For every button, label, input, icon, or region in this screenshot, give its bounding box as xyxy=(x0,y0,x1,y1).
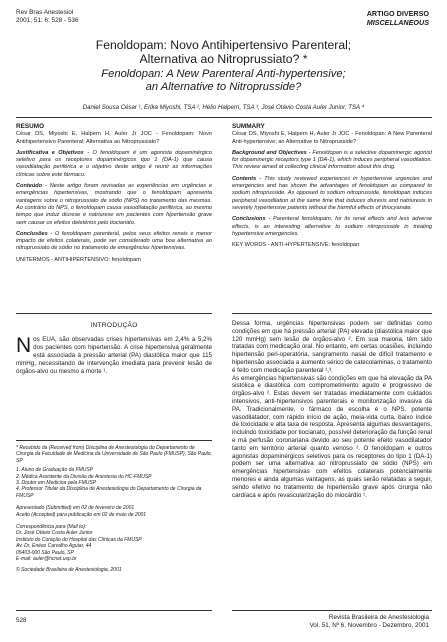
summary-conclusions xyxy=(232,216,432,238)
summary-block xyxy=(232,123,432,253)
intro-heading: INTRODUÇÃO xyxy=(90,322,138,329)
footer-divider-left xyxy=(16,610,212,611)
title-divider xyxy=(16,117,432,118)
summary-background-label: Background and Objectives xyxy=(232,149,307,156)
article-type: ARTIGO DIVERSO xyxy=(366,9,429,18)
note-received: * Recebido da (Received from) Disciplina de Anestesiologia do Departamento de Cirurgia da Faculdade de Medicina da Universidade de São Paulo (FMUSP), São Paulo, SP xyxy=(16,445,212,464)
summary-heading: SUMMARY xyxy=(232,123,265,130)
summary-keywords: KEY WORDS - ANTI-HYPERTENSIVE: fenoldopan xyxy=(232,242,360,249)
title-pt-line1: Fenoldopam: Novo Antihipertensivo Parenteral; xyxy=(95,38,352,52)
correspondence-label: Correspondência para (Mail to): xyxy=(16,524,87,531)
footnotes xyxy=(16,445,212,576)
resumo-justificativa xyxy=(16,150,212,179)
resumo-conteudo-label: Conteúdo xyxy=(16,183,43,190)
title-en-line2: an Alternative to Nitroprusside? xyxy=(145,81,302,93)
section-name: MISCELLANEOUS xyxy=(366,17,429,27)
submission-info xyxy=(16,505,212,518)
accepted-date: Aceito (Accepted) para publicação em 02 de maio de 2001 xyxy=(16,511,147,518)
footer-journal xyxy=(309,614,429,630)
journal-citation: 2001; 51: 6: 528 - 536 xyxy=(16,17,79,24)
resumo-conclusoes xyxy=(16,231,212,253)
intro-paragraph xyxy=(16,336,212,376)
footer-journal-name: Revista Brasileira de Anestesiologia xyxy=(328,614,429,621)
submitted-date: Apresentado (Submitted) em 02 de fevereiro de 2001 xyxy=(16,505,135,512)
journal-name: Rev Bras Anestesiol xyxy=(16,9,74,16)
resumo-block xyxy=(16,123,212,268)
correspondence-city: 05403-000 São Paulo, SP xyxy=(16,549,74,556)
title-en-line1: Fenoldopan: A New Parenteral Anti-hypertensive; xyxy=(101,68,346,80)
resumo-citation: César DS, Miyoshi E, Halpern H, Auler Jr JOC - Fenoldopam: Novo Antihipertensivo Parenteral; Alternativa ao Nitroprussiato? xyxy=(16,131,212,145)
page-number: 528 xyxy=(16,617,27,624)
intro-text: os EUA, são observadas crises hipertensivas em 2,4% a 5,2% dos pacientes com hipertensão. A crise hipertensiva geralmente está associada à pressão arterial (PA) diastólica maior que 115 mmHg, necessitando de intervenção imediata para prevenir lesão de órgãos-alvo ou mesmo a morte ¹. xyxy=(16,336,212,375)
affiliation-3: 3. Doutor em Medicina pela FMUSP xyxy=(16,480,97,487)
correspondence-email[interactable]: E-mail: auler@hcnet.usp.br xyxy=(16,556,77,563)
resumo-justificativa-label: Justificativa e Objetivos xyxy=(16,149,84,156)
title-pt-line2: Alternativa ao Nitroprussiato? * xyxy=(139,52,308,66)
summary-background xyxy=(232,150,432,172)
correspondence xyxy=(16,524,212,562)
footer-divider-right xyxy=(232,610,432,611)
affiliation-2: 2. Médica Assistente da Divisão de Anestesia do HC-FMUSP xyxy=(16,473,152,480)
footer-volume-issue: Vol. 51, Nº 6, Novembro - Dezembro, 2001 xyxy=(309,622,429,629)
correspondence-institution: Instituto do Coração do Hospital das Clínicas da FMUSP xyxy=(16,536,142,543)
intro-dropcap: N xyxy=(16,334,32,357)
summary-contents-text: - This study reviewed experiences in hypertensive urgencies and emergencies and has shown the advantages of fenoldopam as compared to sodium nitroprusside. As opposed to sodium nitroprusside, fenoldopan induces peripheral vasodilation at the same time that induces diuresis and natriuresis in severely hypertensive patients without the harmful effects of thiocyanate. xyxy=(232,175,432,211)
resumo-conteudo xyxy=(16,183,212,227)
correspondence-address: Av. Dr. Enéas Carvalho Aguiar, 44 xyxy=(16,543,92,550)
resumo-conclusoes-label: Conclusões xyxy=(16,230,48,237)
body-paragraph-2: As emergências hipertensivas são condições em que há elevação da PA sistólica e diastólica com comprometimento agudo e progressivo de órgãos-alvo ². Estas devem ser tratadas imediatamente com cuidados intensivos, anti-hipertensivos parenterais e monitorização invasiva da PA. Tradicionalmente, o fármaco de escolha é o NPS, potente vasodilatador, com rápido início de ação, meia-vida curta, baixo índice de toxicidade e alta taxa de resposta. Apresenta algumas desvantagens, incluindo toxicidade por tiocianato, possível deterioração da função renal e má perfusão coronariana devido ao seu potente efeito vasodilatador tanto em território arterial quanto venoso ². O fenoldopam e outros agonistas dopaminérgicos seletivos para os receptores do tipo 1 (DA-1) podem ser uma alternativa ao nitroprussiato de sódio (NPS) em emergências hipertensivas com efeitos colaterais potencialmente menores e ainda algumas vantagens, as quais serão relatadas a seguir, sendo efetivo no tratamento de hipertensão grave após cirurgia não cardíaca e após revascularização do miocárdio ¹. xyxy=(232,374,432,499)
affiliation-1: 1. Aluno de Graduação da FMUSP xyxy=(16,467,94,474)
footnote-divider xyxy=(16,440,212,441)
resumo-keywords: UNITERMOS - ANTIHIPERTENSIVO: fenoldopam xyxy=(16,256,141,263)
affiliation-4: 4. Professor Titular da Disciplina de Anestesiologia do Departamento de Cirurgia da FMUSP xyxy=(16,486,202,499)
abstract-divider-right xyxy=(232,313,432,314)
summary-conclusions-text: - Parenteral fenoldopam, for its renal effects and less adverse effects, is an interesting alternative to sodium nitroprusside in treating hypertensive emergencies. xyxy=(232,216,432,237)
resumo-conclusoes-text: - O fenoldopam parenteral, pelos seus efeitos renais e menor impacto de efeitos colaterais, pode ser considerado uma boa alternativa ao nitroprussiato de sódio no tratamento de emergências hipertensivas. xyxy=(16,230,212,252)
copyright: © Sociedade Brasileira de Anestesiologia, 2001 xyxy=(16,566,122,573)
section-header xyxy=(367,10,429,27)
summary-citation: César DS, Miyoshi E, Halpern H, Auler Jr JOC - Fenoldopan: A New Parenteral Anti-hypertensive; an Alternative to Nitroprusside? xyxy=(232,131,432,145)
resumo-justificativa-text: - O fenoldopam é um agonista dopaminérgico seletivo para os receptores dopaminérgicos tipo 1 (DA-1) que causa vasodilatação periférica e o objetivo deste artigo é reunir as informações clínicas sobre este fármaco. xyxy=(16,149,212,178)
article-title xyxy=(16,38,431,94)
summary-conclusions-label: Conclusions xyxy=(232,216,266,223)
body-text-right xyxy=(232,320,432,499)
summary-contents-label: Contents xyxy=(232,175,257,182)
resumo-heading: RESUMO xyxy=(16,123,45,130)
journal-header xyxy=(16,9,79,25)
summary-contents xyxy=(232,176,432,212)
author-list: Daniel Sousa César ¹, Erika Miyoshi, TSA ², Hélio Halpern, TSA ³, José Otávio Costa Auler Junior, TSA ⁴ xyxy=(82,104,365,111)
resumo-conteudo-text: - Neste artigo foram revisadas as experiências em urgências e emergências hipertensivas, mostrando que o fenoldopam apresenta vantagens sobre o nitroprussiato de sódio (NPS) no tratamento das mesmas. Ao contrário do NPS, o fenoldopam causa vasodilatação periférica, ao mesmo tempo que induz diurese e natriurese em pacientes com hipertensão grave sem causar os efeitos deletérios pelo tiocianato. xyxy=(16,183,212,226)
correspondence-name: Dr. José Otávio Costa Auler Junior xyxy=(16,530,93,537)
body-paragraph-1: Dessa forma, urgências hipertensivas podem ser definidas como condições em que há pressão arterial (PA) elevada (diastólica maior que 120 mmHg) sem lesão de órgãos-alvo ². Em sua maioria, têm sido tratadas com medicação oral. No entanto, em certas ocasiões, incluindo hipertensão peri-operatória, sangramento nasal de difícil tratamento e hipertensão associada a aumento sérico de catecolaminas, o tratamento é feito com medicação parenteral ¹,³. xyxy=(232,320,432,374)
affiliation-list xyxy=(16,467,212,499)
abstract-divider-left xyxy=(16,313,212,314)
summary-background-text: - Fenoldopan is a selective dopaminergic agonist for dopaminergic receptors type 1 (DA-1), which induces peripheral vasodilation. This review aimed at collecting clinical information about this drug. xyxy=(232,149,433,171)
